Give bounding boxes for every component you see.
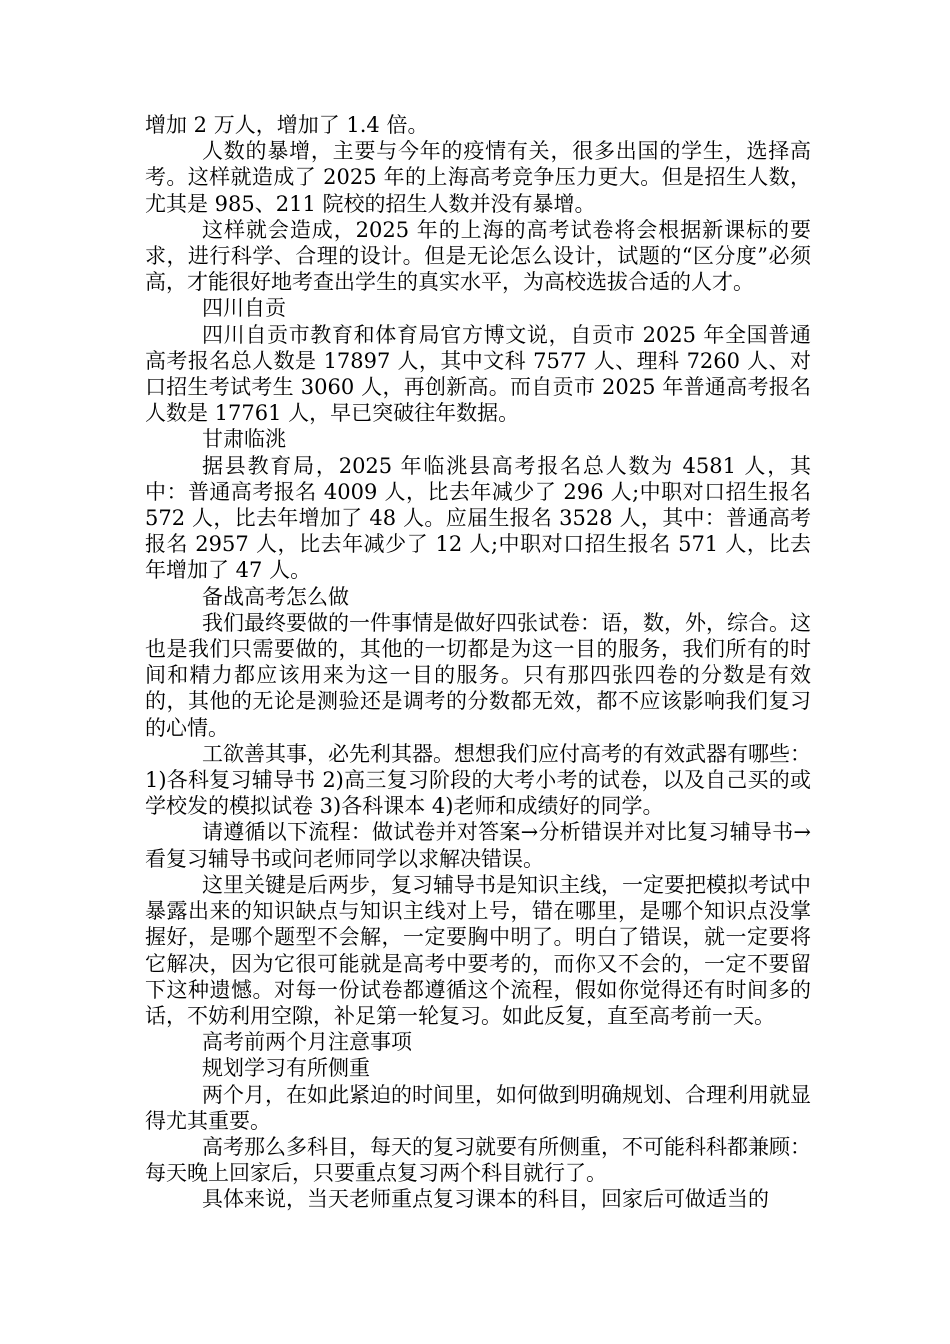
section-heading: 高考前两个月注意事项 — [202, 1030, 412, 1055]
paragraph: 我们最终要做的一件事情是做好四张试卷：语，数，外，综合。这也是我们只需要做的，其他的一切都是为这一目的服务，我们所有的时间和精力都应该用来为这一目的服务。只有那四张四卷的分数是有效的，其他的无论是测验还是调考的分数都无效，都不应该影响我们复习的心情。 — [145, 610, 811, 740]
section-heading: 甘肃临洮 — [202, 427, 286, 452]
paragraph: 这里关键是后两步，复习辅导书是知识主线，一定要把模拟考试中暴露出来的知识缺点与知识主线对上号，错在哪里，是哪个知识点没掌握好，是哪个题型不会解，一定要胸中明了。明白了错误，就一定要将它解决，因为它很可能就是高考中要考的，而你又不会的，一定不要留下这种遗憾。对每一份试卷都遵循这个流程，假如你觉得还有时间多的话，不妨利用空隙，补足第一轮复习。如此反复，直至高考前一天。 — [145, 872, 811, 1028]
subsection-heading: 规划学习有所侧重 — [202, 1056, 370, 1081]
paragraph: 人数的暴增，主要与今年的疫情有关，很多出国的学生，选择高考。这样就造成了 2025 年的上海高考竞争压力更大。但是招生人数，尤其是 985、211 院校的招生人数并没有暴增。 — [145, 139, 811, 216]
paragraph: 工欲善其事，必先利其器。想想我们应付高考的有效武器有哪些：1)各科复习辅导书 2)高三复习阶段的大考小考的试卷，以及自己买的或学校发的模拟试卷 3)各科课本 4)老师和成绩好的同学。 — [145, 741, 811, 819]
paragraph: 这样就会造成，2025 年的上海的高考试卷将会根据新课标的要求，进行科学、合理的设计。但是无论怎么设计，试题的“区分度”必须高，才能很好地考查出学生的真实水平，为高校选拔合适的人才。 — [145, 217, 811, 295]
paragraph: 四川自贡市教育和体育局官方博文说，自贡市 2025 年全国普通高考报名总人数是 17897 人，其中文科 7577 人、理科 7260 人、对口招生考试考生 3060 人，再创新高。而自贡市 2025 年普通高考报名人数是 17761 人，早已突破往年数据。 — [145, 322, 811, 426]
document-page — [145, 112, 811, 1213]
paragraph: 高考那么多科目，每天的复习就要有所侧重，不可能科科都兼顾：每天晚上回家后，只要重点复习两个科目就行了。 — [145, 1134, 811, 1186]
section-heading: 四川自贡 — [202, 296, 286, 321]
paragraph: 请遵循以下流程：做试卷并对答案→分析错误并对比复习辅导书→看复习辅导书或问老师同学以求解决错误。 — [145, 820, 811, 871]
paragraph: 据县教育局，2025 年临洮县高考报名总人数为 4581 人，其中：普通高考报名 4009 人，比去年减少了 296 人;中职对口招生报名 572 人，比去年增加了 48 人。应届生报名 3528 人，其中：普通高考报名 2957 人，比去年减少了 12 人;中职对口招生报名 571 人，比去年增加了 47 人。 — [145, 453, 811, 583]
paragraph: 具体来说，当天老师重点复习课本的科目，回家后可做适当的 — [202, 1187, 769, 1212]
paragraph: 两个月，在如此紧迫的时间里，如何做到明确规划、合理利用就显得尤其重要。 — [145, 1082, 811, 1133]
paragraph: 增加 2 万人，增加了 1.4 倍。 — [145, 113, 429, 137]
section-heading: 备战高考怎么做 — [202, 584, 349, 609]
